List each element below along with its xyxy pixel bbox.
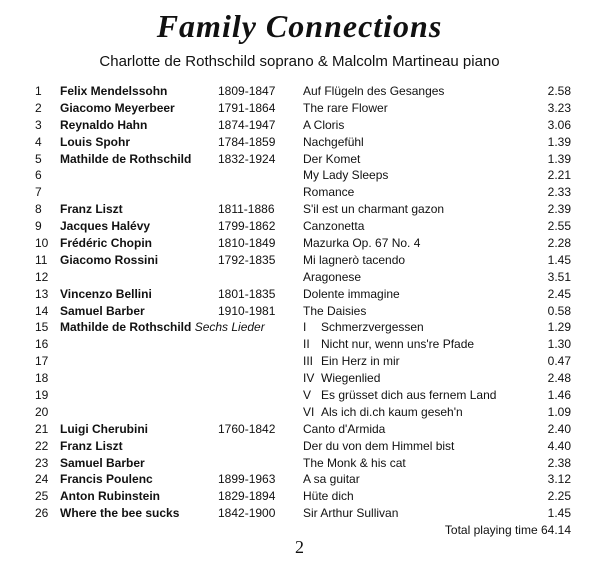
track-duration: 2.28 (547, 236, 571, 251)
track-duration: 1.30 (547, 337, 571, 352)
track-composer (60, 488, 160, 505)
track-composer (60, 286, 152, 303)
track-duration: 1.45 (547, 252, 571, 267)
composer-name: Frédéric Chopin (60, 236, 153, 251)
track-number: 24 (35, 472, 49, 487)
track-duration: 2.33 (547, 185, 571, 200)
track-duration: 0.58 (547, 303, 571, 318)
track-duration: 2.40 (547, 421, 571, 436)
movement-numeral: II (303, 337, 310, 352)
track-row (0, 269, 599, 286)
track-row (0, 201, 599, 218)
composer-name: Samuel Barber (60, 303, 145, 318)
track-duration: 2.58 (547, 84, 571, 98)
work-title: Der du von dem Himmel bist (303, 438, 455, 453)
work-title: Sir Arthur Sullivan (303, 506, 399, 521)
work-title: Schmerzvergessen (321, 320, 424, 335)
work-title: A sa guitar (303, 472, 360, 487)
song-cycle-title: Sechs Lieder (194, 320, 265, 335)
track-number: 21 (35, 421, 49, 436)
track-number: 3 (35, 117, 42, 132)
composer-name: Luigi Cherubini (60, 421, 148, 436)
track-duration: 2.48 (547, 371, 571, 386)
work-title: Nicht nur, wenn uns're Pfade (321, 337, 475, 352)
track-duration: 1.09 (547, 404, 571, 419)
performers-subtitle: Charlotte de Rothschild soprano & Malcolm Martineau piano (99, 53, 500, 70)
track-number: 13 (35, 286, 49, 301)
work-title: The Monk & his cat (303, 455, 406, 470)
track-number: 1 (35, 84, 42, 98)
composer-name: Felix Mendelssohn (60, 84, 168, 98)
work-title: Auf Flügeln des Gesanges (303, 84, 445, 98)
track-number: 26 (35, 506, 49, 521)
track-composer (60, 252, 158, 269)
track-row (0, 117, 599, 134)
track-number: 4 (35, 134, 42, 149)
track-row (0, 83, 599, 100)
track-duration: 1.39 (547, 134, 571, 149)
track-number: 8 (35, 202, 42, 217)
track-row (0, 218, 599, 235)
movement-numeral: V (303, 388, 312, 403)
composer-dates: 1810-1849 (218, 236, 276, 251)
track-number: 10 (35, 236, 49, 251)
track-row (0, 167, 599, 184)
track-duration: 2.38 (547, 455, 571, 470)
track-row (0, 252, 599, 269)
track-composer (60, 421, 148, 438)
track-row (0, 438, 599, 455)
track-number: 20 (35, 404, 49, 419)
track-row (0, 134, 599, 151)
page-title: Family Connections (156, 8, 443, 44)
composer-dates: 1899-1963 (218, 472, 276, 487)
composer-dates: 1799-1862 (218, 219, 276, 234)
track-composer (60, 134, 130, 151)
composer-dates: 1811-1886 (218, 202, 275, 217)
composer-name: Giacomo Rossini (60, 252, 159, 267)
composer-name: Mathilde de Rothschild (60, 151, 192, 166)
work-title: Nachgefühl (303, 134, 364, 149)
track-composer (60, 235, 152, 252)
track-number: 25 (35, 489, 49, 504)
track-composer (60, 319, 265, 336)
composer-dates: 1760-1842 (218, 421, 276, 436)
track-duration: 4.40 (547, 438, 571, 453)
work-title: Hüte dich (303, 489, 354, 504)
track-composer (60, 505, 179, 522)
composer-dates: 1874-1947 (218, 117, 276, 132)
work-title: Ein Herz in mir (321, 354, 400, 369)
composer-name: Samuel Barber (60, 455, 145, 470)
track-duration: 3.51 (547, 269, 571, 284)
track-duration: 1.39 (547, 151, 571, 166)
track-number: 19 (35, 388, 49, 403)
composer-dates: 1784-1859 (218, 134, 276, 149)
track-number: 15 (35, 320, 49, 335)
composer-name: Franz Liszt (60, 438, 123, 453)
work-title: Romance (303, 185, 355, 200)
track-list (0, 83, 599, 522)
track-row (0, 303, 599, 320)
work-title: Der Komet (303, 151, 361, 166)
track-number: 12 (35, 269, 49, 284)
composer-dates: 1842-1900 (218, 506, 276, 521)
work-title: S'il est un charmant gazon (303, 202, 445, 217)
composer-dates: 1809-1847 (218, 84, 276, 98)
track-row (0, 319, 599, 336)
page-number: 2 (295, 537, 304, 557)
work-title: Aragonese (303, 269, 362, 284)
composer-name: Anton Rubinstein (60, 489, 160, 504)
track-row (0, 235, 599, 252)
track-number: 2 (35, 100, 42, 115)
track-row (0, 370, 599, 387)
track-composer (60, 151, 191, 168)
work-title: Mazurka Op. 67 No. 4 (303, 236, 421, 251)
composer-dates: 1801-1835 (218, 286, 276, 301)
composer-name: Francis Poulenc (60, 472, 153, 487)
composer-dates: 1791-1864 (218, 100, 276, 115)
composer-name: Where the bee sucks (60, 506, 180, 521)
composer-dates: 1792-1835 (218, 252, 276, 267)
track-row (0, 100, 599, 117)
track-row (0, 421, 599, 438)
track-composer (60, 471, 153, 488)
movement-numeral: I (303, 320, 307, 335)
track-composer (60, 438, 123, 455)
track-composer (60, 201, 123, 218)
composer-name: Jacques Halévy (60, 219, 151, 234)
track-row (0, 455, 599, 472)
movement-numeral: III (303, 354, 314, 369)
composer-dates: 1832-1924 (218, 151, 276, 166)
track-row (0, 151, 599, 168)
work-title: Canzonetta (303, 219, 365, 234)
track-duration: 3.23 (547, 100, 571, 115)
track-duration: 1.46 (547, 388, 571, 403)
work-title: Mi lagnerò tacendo (303, 252, 406, 267)
track-row (0, 505, 599, 522)
track-number: 7 (35, 185, 42, 200)
track-number: 17 (35, 354, 49, 369)
track-duration: 2.39 (547, 202, 571, 217)
track-row (0, 184, 599, 201)
track-number: 18 (35, 371, 49, 386)
composer-name: Mathilde de Rothschild (60, 320, 192, 335)
composer-dates: 1910-1981 (218, 303, 276, 318)
work-title: Dolente immagine (303, 286, 400, 301)
track-row (0, 488, 599, 505)
work-title: The Daisies (303, 303, 367, 318)
composer-name: Reynaldo Hahn (60, 117, 148, 132)
work-title: The rare Flower (303, 100, 388, 115)
track-duration: 3.12 (547, 472, 571, 487)
composer-name: Giacomo Meyerbeer (60, 100, 175, 115)
track-composer (60, 303, 145, 320)
track-composer (60, 218, 150, 235)
track-number: 16 (35, 337, 49, 352)
track-duration: 2.21 (547, 168, 571, 183)
track-row (0, 387, 599, 404)
composer-name: Vincenzo Bellini (60, 286, 152, 301)
track-number: 14 (35, 303, 49, 318)
track-composer (60, 83, 167, 100)
track-composer (60, 100, 175, 117)
movement-numeral: VI (303, 404, 315, 419)
work-title: A Cloris (303, 117, 345, 132)
track-row (0, 336, 599, 353)
work-title: Wiegenlied (321, 371, 381, 386)
track-number: 5 (35, 151, 42, 166)
work-title: My Lady Sleeps (303, 168, 389, 183)
track-row (0, 471, 599, 488)
composer-name: Franz Liszt (60, 202, 123, 217)
track-duration: 2.25 (547, 489, 571, 504)
track-duration: 1.29 (547, 320, 571, 335)
work-title: Als ich di.ch kaum geseh'n (321, 404, 463, 419)
track-row (0, 353, 599, 370)
track-number: 9 (35, 219, 42, 234)
track-composer (60, 117, 147, 134)
composer-name: Louis Spohr (60, 134, 130, 149)
track-duration: 2.55 (547, 219, 571, 234)
track-number: 23 (35, 455, 49, 470)
track-duration: 2.45 (547, 286, 571, 301)
track-number: 22 (35, 438, 49, 453)
work-title: Canto d'Armida (303, 421, 386, 436)
track-duration: 0.47 (547, 354, 571, 369)
track-row (0, 404, 599, 421)
work-title: Es grüsset dich aus fernem Land (321, 388, 497, 403)
track-row (0, 286, 599, 303)
track-composer (60, 455, 145, 472)
movement-numeral: IV (303, 371, 315, 386)
track-number: 6 (35, 168, 42, 183)
track-duration: 1.45 (547, 506, 571, 521)
composer-dates: 1829-1894 (218, 489, 276, 504)
total-playing-time: Total playing time 64.14 (444, 523, 571, 537)
track-number: 11 (35, 252, 48, 267)
track-duration: 3.06 (547, 117, 571, 132)
